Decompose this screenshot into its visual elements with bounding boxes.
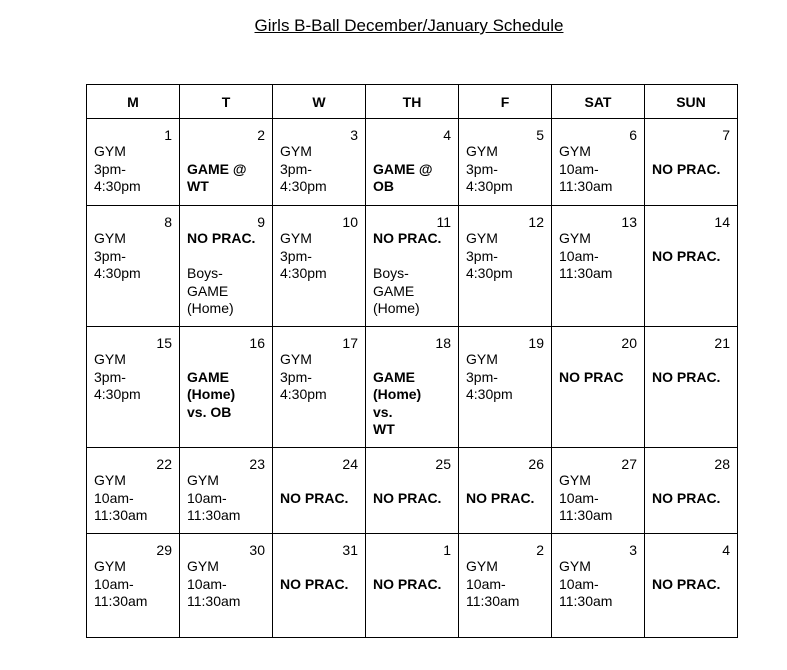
activity-line: 11:30am xyxy=(466,593,520,609)
day-activity xyxy=(87,558,179,611)
activity-line: 3pm- xyxy=(280,368,312,385)
day-number: 31 xyxy=(342,542,358,558)
day-cell xyxy=(366,534,459,638)
day-activity xyxy=(180,472,272,525)
day-cell xyxy=(87,327,180,448)
day-cell xyxy=(87,119,180,206)
activity-line: 3pm- xyxy=(466,160,498,177)
day-cell xyxy=(459,448,552,534)
day-number: 8 xyxy=(164,214,172,230)
weekday-header: F xyxy=(459,85,552,119)
day-activity xyxy=(87,230,179,283)
day-activity xyxy=(273,351,365,404)
day-cell xyxy=(180,206,273,327)
activity-line: GAME @ xyxy=(187,160,247,177)
activity-line: 3pm- xyxy=(94,368,126,385)
day-number: 11 xyxy=(436,214,451,230)
day-activity xyxy=(366,558,458,593)
activity-line: GYM xyxy=(280,351,312,367)
activity-line: NO PRAC. xyxy=(373,489,442,506)
note-line: (Home) xyxy=(373,300,420,316)
activity-line: 11:30am xyxy=(187,507,241,523)
day-cell xyxy=(87,534,180,638)
week-row xyxy=(87,206,738,327)
day-activity xyxy=(552,558,644,611)
day-number: 1 xyxy=(164,127,172,143)
day-cell xyxy=(552,448,645,534)
day-activity xyxy=(645,558,737,593)
day-cell xyxy=(180,119,273,206)
day-activity xyxy=(366,230,458,318)
activity-line: GYM xyxy=(187,558,219,574)
activity-line: 10am- xyxy=(559,160,599,177)
day-cell xyxy=(645,534,738,638)
day-activity xyxy=(552,351,644,386)
note-line: Boys- xyxy=(373,265,409,281)
day-number: 10 xyxy=(342,214,358,230)
day-activity xyxy=(645,472,737,507)
day-cell xyxy=(273,206,366,327)
activity-line: 3pm- xyxy=(466,368,498,385)
activity-line: 10am- xyxy=(559,247,599,264)
day-cell xyxy=(273,448,366,534)
day-activity xyxy=(645,143,737,178)
day-activity xyxy=(459,558,551,611)
activity-line: 11:30am xyxy=(94,593,148,609)
day-number: 13 xyxy=(621,214,637,230)
activity-line: (Home) xyxy=(187,386,236,402)
schedule-calendar xyxy=(86,84,738,638)
day-number: 26 xyxy=(528,456,544,472)
day-number: 2 xyxy=(257,127,265,143)
activity-line: WT xyxy=(373,421,395,437)
activity-line: GYM xyxy=(94,558,126,574)
activity-line: NO PRAC. xyxy=(652,489,721,506)
weekday-header: W xyxy=(273,85,366,119)
day-activity xyxy=(273,558,365,593)
day-activity xyxy=(273,230,365,283)
note-line: Boys- xyxy=(187,265,223,281)
day-cell xyxy=(552,534,645,638)
day-cell xyxy=(645,327,738,448)
activity-line: GYM xyxy=(466,351,498,367)
day-activity xyxy=(552,230,644,283)
day-cell xyxy=(552,327,645,448)
day-cell xyxy=(645,206,738,327)
day-cell xyxy=(366,448,459,534)
day-number: 4 xyxy=(443,127,451,143)
activity-line: NO PRAC xyxy=(559,368,624,385)
activity-line: GYM xyxy=(187,472,219,488)
week-row xyxy=(87,534,738,638)
activity-line: 3pm- xyxy=(94,160,126,177)
day-cell xyxy=(459,534,552,638)
weekday-header-row xyxy=(87,85,738,119)
activity-line: 10am- xyxy=(559,489,599,506)
activity-line: GYM xyxy=(559,230,591,246)
day-number: 1 xyxy=(443,542,451,558)
day-cell xyxy=(459,206,552,327)
day-activity xyxy=(459,230,551,283)
day-activity xyxy=(459,351,551,404)
day-number: 22 xyxy=(156,456,172,472)
activity-line: GAME xyxy=(187,368,229,385)
activity-line: NO PRAC. xyxy=(652,368,721,385)
activity-line: 11:30am xyxy=(94,507,148,523)
activity-line: GYM xyxy=(559,143,591,159)
day-number: 20 xyxy=(621,335,637,351)
activity-line: 10am- xyxy=(94,489,134,506)
activity-line: NO PRAC. xyxy=(373,230,442,246)
schedule-title: Girls B-Ball December/January Schedule xyxy=(254,16,564,35)
note-line: (Home) xyxy=(187,300,234,316)
day-number: 24 xyxy=(342,456,358,472)
activity-line: GAME xyxy=(373,368,415,385)
activity-line: 10am- xyxy=(187,575,227,592)
day-cell xyxy=(273,534,366,638)
activity-line: GYM xyxy=(94,230,126,246)
activity-line: 4:30pm xyxy=(466,386,513,402)
day-number: 18 xyxy=(435,335,451,351)
activity-line: 3pm- xyxy=(94,247,126,264)
activity-line: GYM xyxy=(94,472,126,488)
day-number: 2 xyxy=(536,542,544,558)
activity-line: GYM xyxy=(466,230,498,246)
day-cell xyxy=(273,327,366,448)
day-cell xyxy=(459,119,552,206)
day-activity xyxy=(87,351,179,404)
activity-line: 3pm- xyxy=(466,247,498,264)
activity-line: 10am- xyxy=(94,575,134,592)
day-activity xyxy=(645,351,737,386)
day-activity xyxy=(180,143,272,196)
activity-line: 4:30pm xyxy=(466,265,513,281)
day-number: 16 xyxy=(249,335,265,351)
activity-line: NO PRAC. xyxy=(652,247,721,264)
day-number: 27 xyxy=(621,456,637,472)
activity-line: vs. xyxy=(373,403,393,420)
day-cell xyxy=(87,206,180,327)
activity-line: 4:30pm xyxy=(94,265,141,281)
activity-line: GYM xyxy=(94,351,126,367)
day-activity xyxy=(552,472,644,525)
day-cell xyxy=(180,327,273,448)
note-line: GAME xyxy=(373,282,415,299)
day-number: 30 xyxy=(249,542,265,558)
activity-line: 11:30am xyxy=(559,593,613,609)
day-cell xyxy=(459,327,552,448)
activity-line: NO PRAC. xyxy=(652,575,721,592)
activity-line: 10am- xyxy=(187,489,227,506)
day-cell xyxy=(366,206,459,327)
day-cell xyxy=(87,448,180,534)
day-number: 9 xyxy=(257,214,265,230)
activity-line: GYM xyxy=(559,558,591,574)
activity-line: 11:30am xyxy=(559,507,613,523)
activity-line: 4:30pm xyxy=(466,178,513,194)
activity-line: 11:30am xyxy=(187,593,241,609)
activity-line: 3pm- xyxy=(280,160,312,177)
day-cell xyxy=(366,119,459,206)
activity-line: NO PRAC. xyxy=(373,575,442,592)
day-activity xyxy=(180,230,272,318)
activity-line: GYM xyxy=(280,230,312,246)
day-number: 3 xyxy=(350,127,358,143)
day-cell xyxy=(273,119,366,206)
day-activity xyxy=(366,472,458,507)
activity-line: (Home) xyxy=(373,386,422,402)
activity-line: vs. OB xyxy=(187,403,232,420)
week-row xyxy=(87,327,738,448)
day-number: 14 xyxy=(714,214,730,230)
day-number: 4 xyxy=(722,542,730,558)
day-number: 29 xyxy=(156,542,172,558)
day-cell xyxy=(645,119,738,206)
day-activity xyxy=(273,143,365,196)
note-line: GAME xyxy=(187,282,229,299)
activity-line: 3pm- xyxy=(280,247,312,264)
day-number: 17 xyxy=(342,335,358,351)
day-number: 19 xyxy=(528,335,544,351)
activity-line: GYM xyxy=(280,143,312,159)
weekday-header: T xyxy=(180,85,273,119)
weekday-header: TH xyxy=(366,85,459,119)
activity-line: GAME @ xyxy=(373,160,433,177)
activity-line: NO PRAC. xyxy=(280,575,349,592)
day-activity xyxy=(87,143,179,196)
day-number: 6 xyxy=(629,127,637,143)
activity-line: 4:30pm xyxy=(280,265,327,281)
day-number: 5 xyxy=(536,127,544,143)
weekday-header: SUN xyxy=(645,85,738,119)
weekday-header: M xyxy=(87,85,180,119)
day-cell xyxy=(552,206,645,327)
activity-line: WT xyxy=(187,178,209,194)
day-number: 15 xyxy=(156,335,172,351)
week-row xyxy=(87,448,738,534)
activity-line: 10am- xyxy=(466,575,506,592)
day-activity xyxy=(180,351,272,421)
day-cell xyxy=(366,327,459,448)
week-row xyxy=(87,119,738,206)
day-cell xyxy=(180,534,273,638)
activity-line: GYM xyxy=(94,143,126,159)
activity-line: GYM xyxy=(466,143,498,159)
activity-line: 11:30am xyxy=(559,265,613,281)
day-number: 3 xyxy=(629,542,637,558)
day-activity xyxy=(180,558,272,611)
day-activity xyxy=(459,143,551,196)
day-activity xyxy=(366,143,458,196)
day-activity xyxy=(87,472,179,525)
activity-line: GYM xyxy=(559,472,591,488)
day-number: 12 xyxy=(528,214,544,230)
activity-line: NO PRAC. xyxy=(280,489,349,506)
day-activity xyxy=(273,472,365,507)
day-number: 25 xyxy=(435,456,451,472)
activity-line: 4:30pm xyxy=(94,178,141,194)
activity-line: 4:30pm xyxy=(94,386,141,402)
activity-line: OB xyxy=(373,178,394,194)
day-number: 28 xyxy=(714,456,730,472)
activity-line: 4:30pm xyxy=(280,178,327,194)
day-number: 21 xyxy=(714,335,730,351)
day-cell xyxy=(180,448,273,534)
day-number: 7 xyxy=(722,127,730,143)
day-cell xyxy=(552,119,645,206)
day-activity xyxy=(459,472,551,507)
activity-line: 11:30am xyxy=(559,178,613,194)
day-number: 23 xyxy=(249,456,265,472)
activity-line: 10am- xyxy=(559,575,599,592)
activity-line: GYM xyxy=(466,558,498,574)
day-activity xyxy=(645,230,737,265)
activity-line: NO PRAC. xyxy=(187,230,256,246)
day-activity xyxy=(552,143,644,196)
activity-line: NO PRAC. xyxy=(652,160,721,177)
activity-line: 4:30pm xyxy=(280,386,327,402)
day-cell xyxy=(645,448,738,534)
day-activity xyxy=(366,351,458,439)
weekday-header: SAT xyxy=(552,85,645,119)
activity-line: NO PRAC. xyxy=(466,489,535,506)
